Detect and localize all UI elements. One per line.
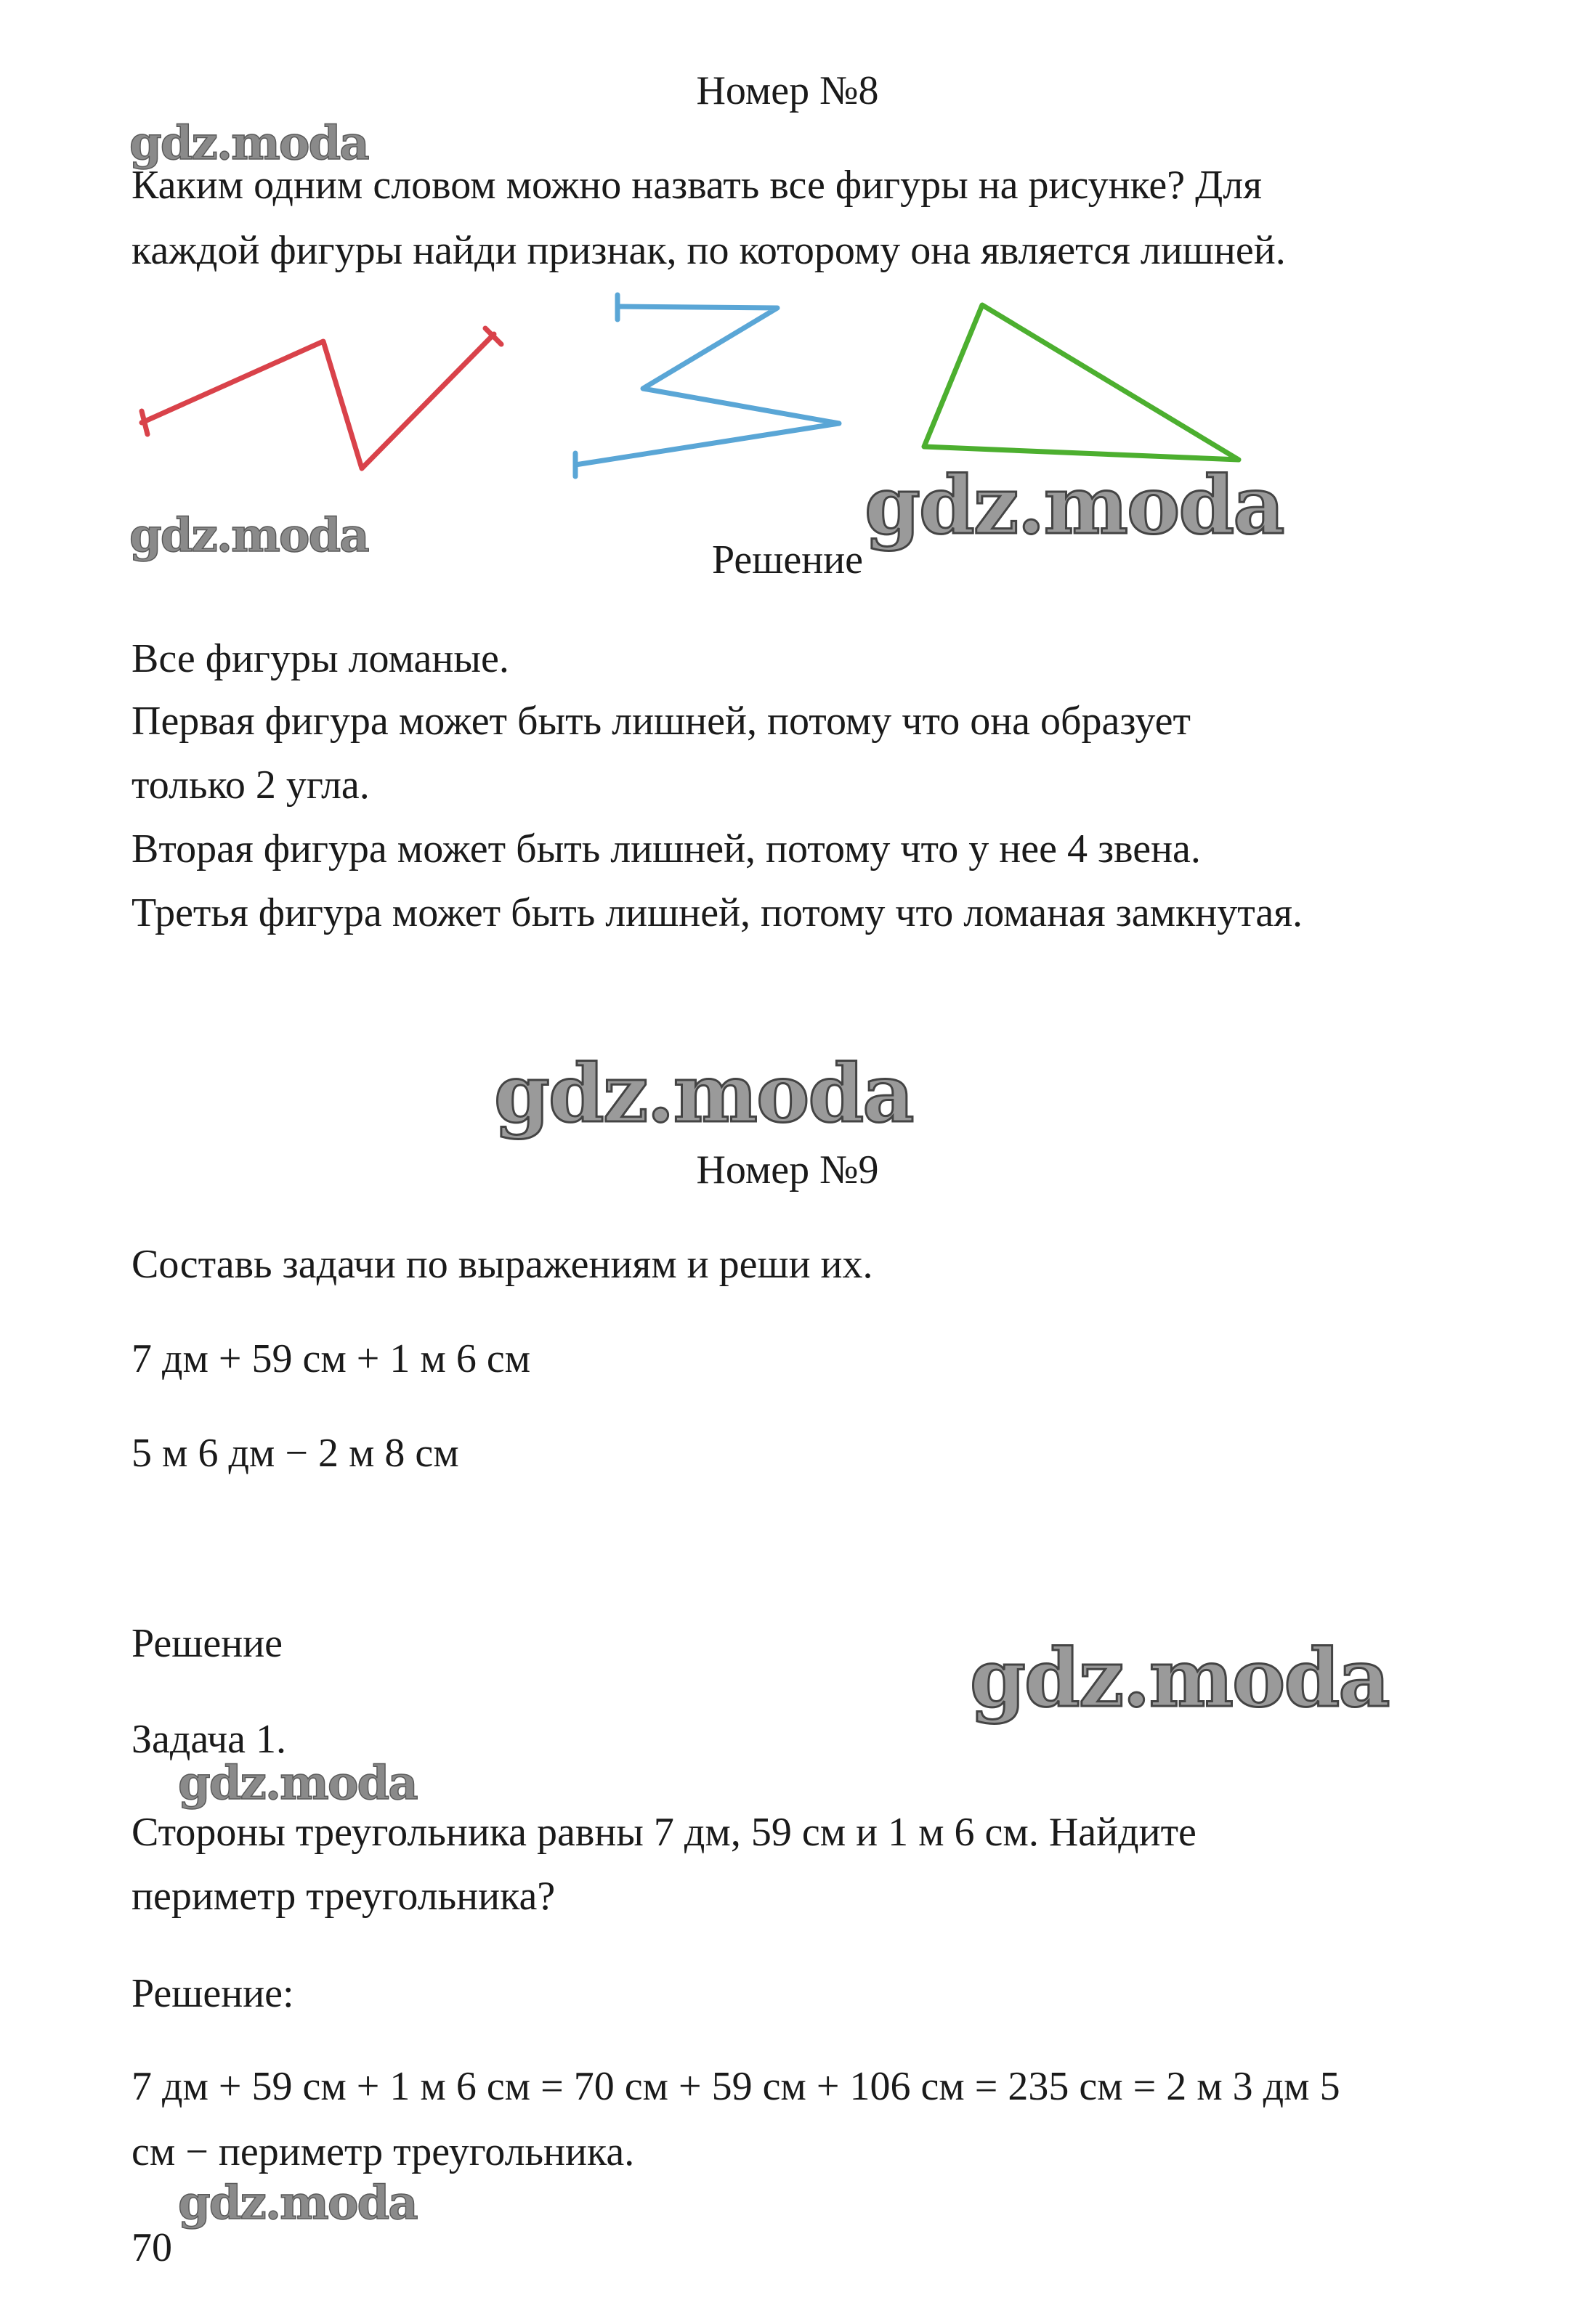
problem8-question-line-2: каждой фигуры найди признак, по которому она является лишней. (131, 228, 1286, 273)
task1-calc-line-1: 7 дм + 59 см + 1 м 6 см = 70 см + 59 см + 106 см = 235 см = 2 м 3 дм 5 (131, 2064, 1340, 2109)
problem8-solution-heading: Решение (711, 537, 864, 582)
problem8-title: Номер №8 (696, 68, 879, 113)
problem9-question: Составь задачи по выражениям и реши их. (131, 1242, 873, 1287)
task1-line-2: периметр треугольника? (131, 1874, 556, 1919)
task1-solution-label: Решение: (131, 1971, 294, 2016)
watermark: gdz.moda (178, 2176, 417, 2230)
broken-lines-figure (0, 0, 1575, 523)
watermark: gdz.moda (865, 458, 1284, 552)
problem8-answer-line-3: только 2 угла. (131, 763, 370, 808)
problem8-answer-line-5: Третья фигура может быть лишней, потому что ломаная замкнутая. (131, 890, 1303, 935)
task1-line-1: Стороны треугольника равны 7 дм, 59 см и 1 м 6 см. Найдите (131, 1810, 1197, 1855)
problem9-expression-2: 5 м 6 дм − 2 м 8 см (131, 1431, 459, 1476)
problem8-question-line-1: Каким одним словом можно назвать все фигуры на рисунке? Для (131, 163, 1262, 208)
green-triangle-figure (924, 305, 1239, 460)
problem9-solution-heading: Решение (131, 1621, 283, 1666)
red-polyline-figure (142, 328, 501, 468)
watermark: gdz.moda (178, 1756, 417, 1811)
problem9-title: Номер №9 (696, 1147, 879, 1193)
blue-polyline-figure (575, 295, 839, 476)
watermark: gdz.moda (129, 508, 368, 563)
page-number: 70 (131, 2225, 172, 2270)
task1-label: Задача 1. (131, 1717, 287, 1762)
problem9-expression-1: 7 дм + 59 см + 1 м 6 см (131, 1336, 531, 1381)
task1-calc-line-2: см − периметр треугольника. (131, 2129, 635, 2174)
problem8-answer-line-1: Все фигуры ломаные. (131, 636, 509, 681)
problem8-answer-line-4: Вторая фигура может быть лишней, потому что у нее 4 звена. (131, 826, 1201, 871)
watermark: gdz.moda (129, 116, 368, 171)
watermark: gdz.moda (494, 1047, 913, 1140)
problem8-answer-line-2: Первая фигура может быть лишней, потому что она образует (131, 699, 1191, 744)
watermark: gdz.moda (970, 1631, 1389, 1725)
